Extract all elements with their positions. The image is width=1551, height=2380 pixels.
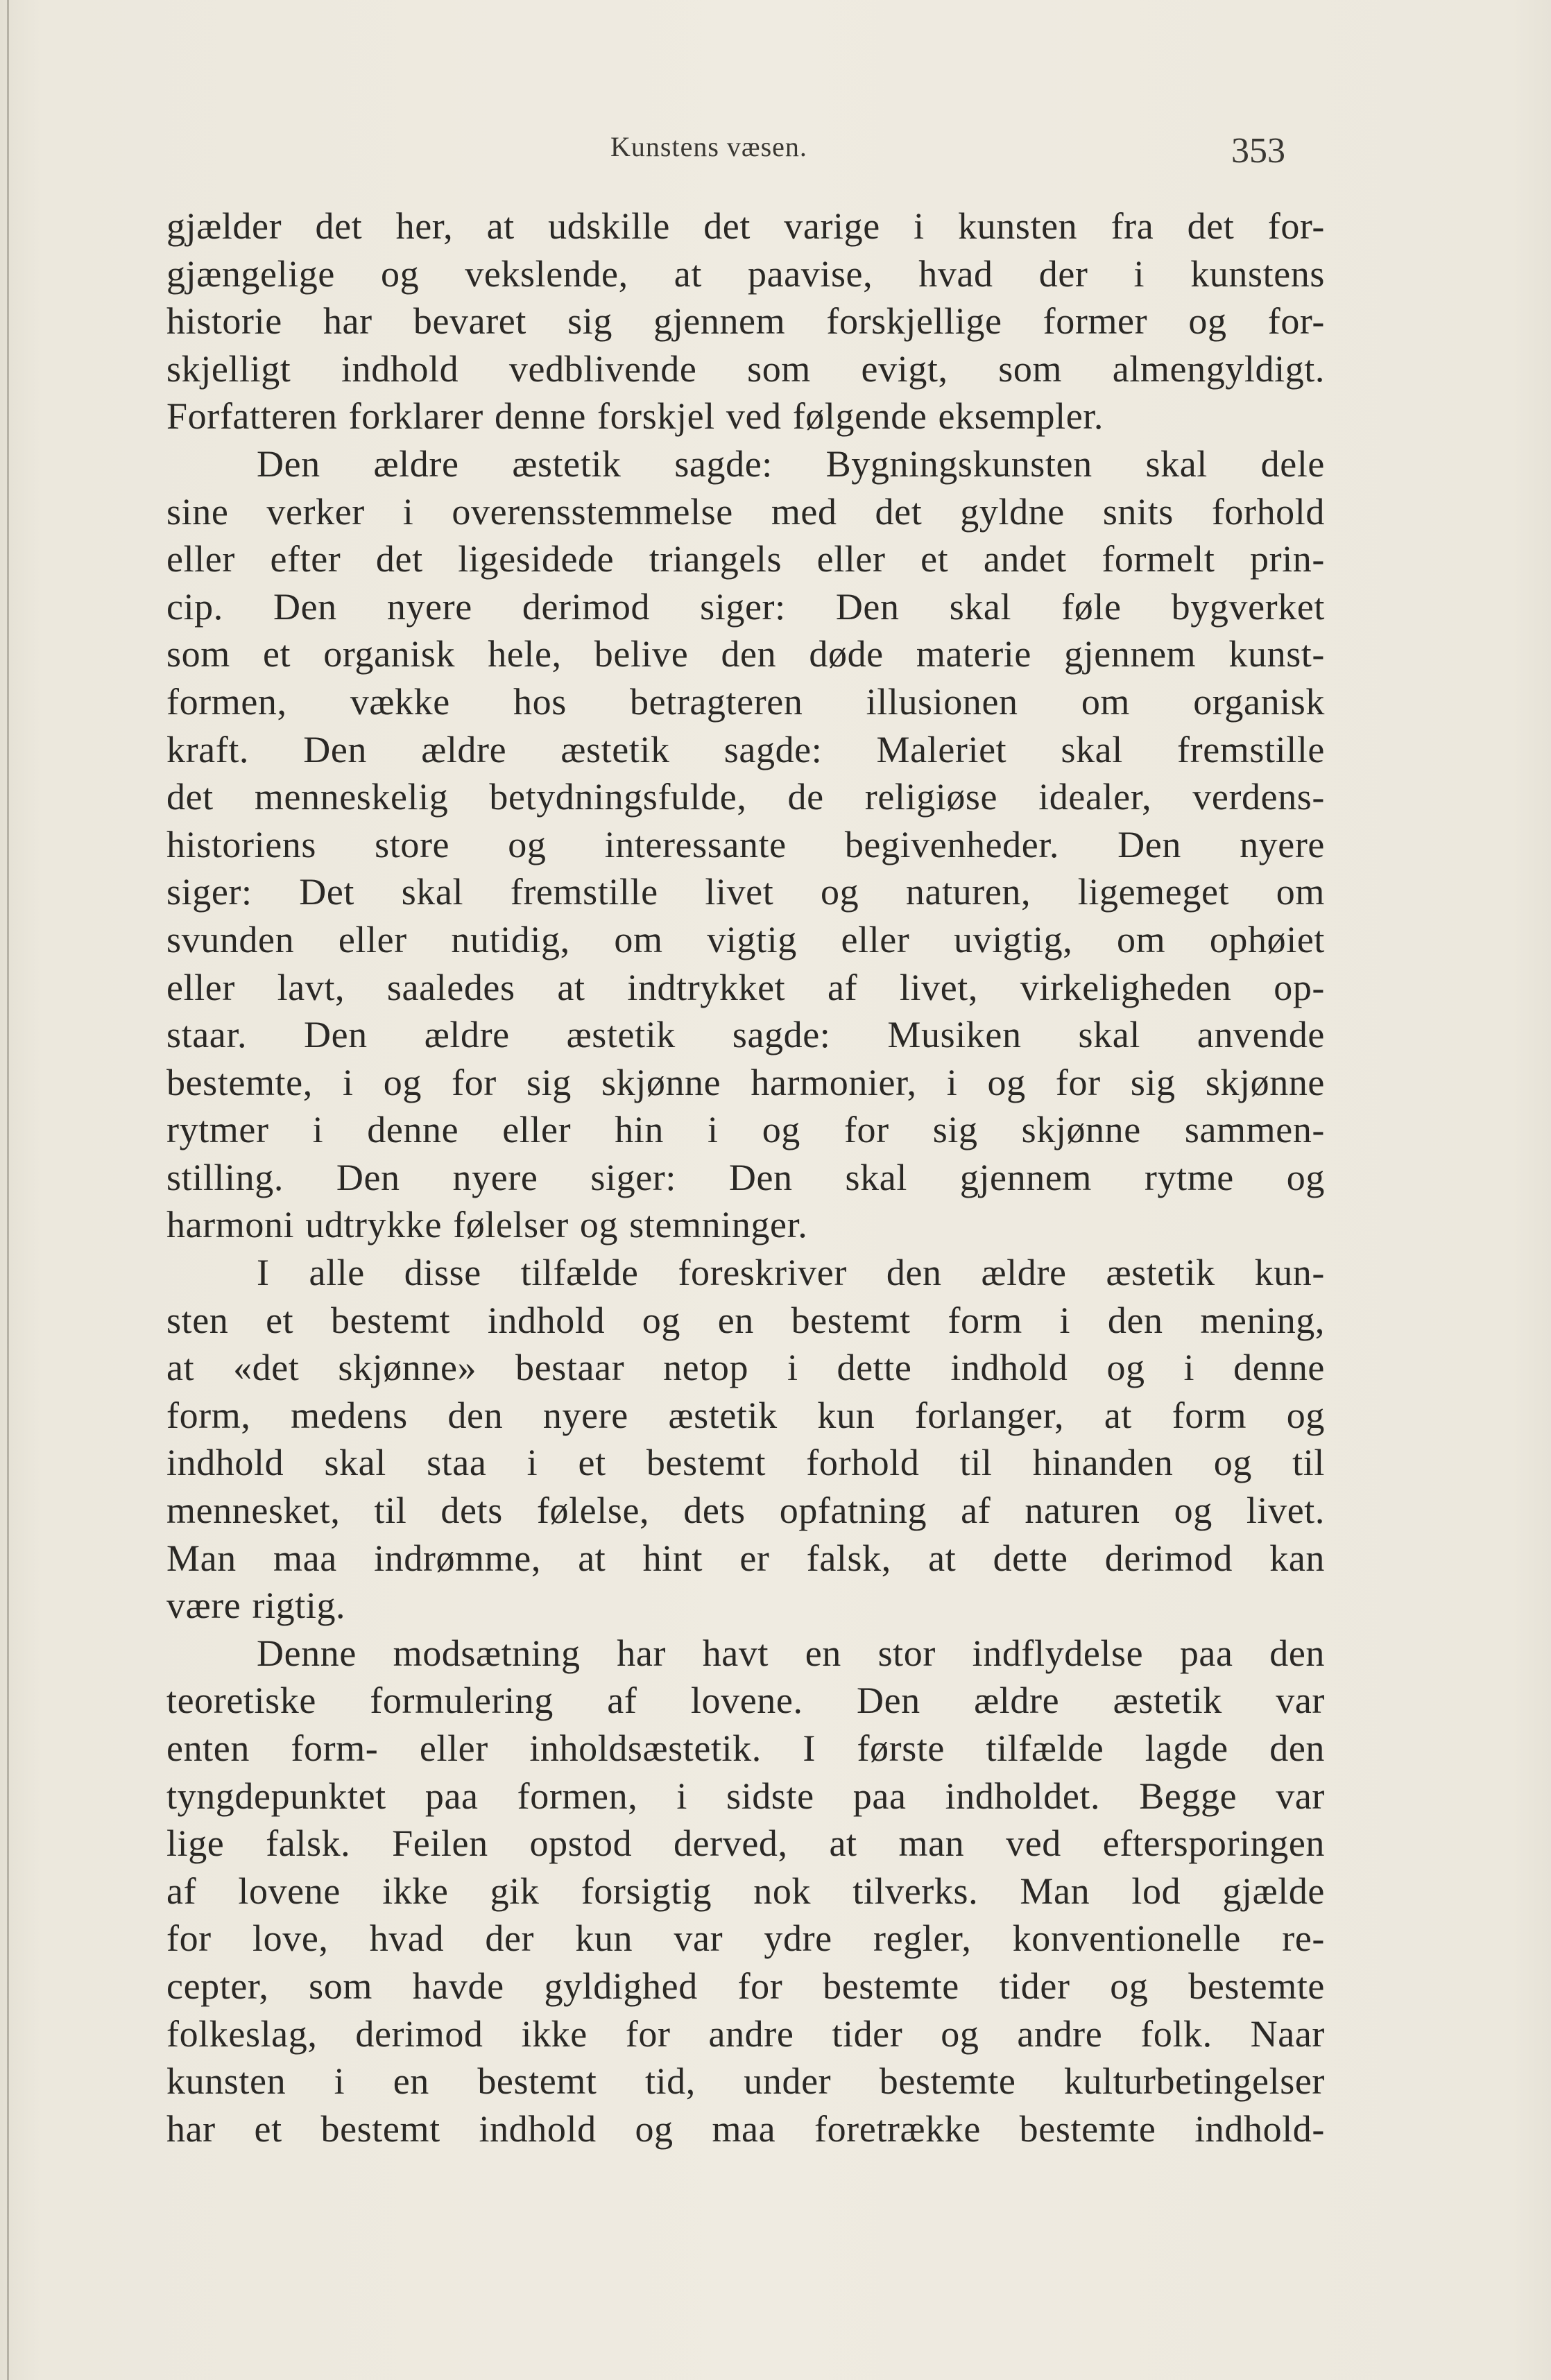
text-line: form, medens den nyere æstetik kun forlanger, at form og [166,1394,1325,1436]
text-line: gjængelige og vekslende, at paavise, hvad der i kunstens [166,252,1325,295]
text-line: sten et bestemt indhold og en bestemt form i den mening, [166,1299,1325,1341]
page-number: 353 [1231,131,1285,171]
text-line: indhold skal staa i et bestemt forhold til hinanden og til [166,1442,1325,1484]
text-line: staar. Den ældre æstetik sagde: Musiken skal anvende [166,1014,1325,1056]
text-line: cepter, som havde gyldighed for bestemte tider og bestemte [166,1965,1325,2007]
text-line: folkeslag, derimod ikke for andre tider og andre folk. Naar [166,2012,1325,2055]
text-line: har et bestemt indhold og maa foretrække bestemte indhold- [166,2107,1325,2150]
text-line: det menneskelig betydningsfulde, de religiøse idealer, verdens- [166,776,1325,818]
text-line: rytmer i denne eller hin i og for sig skjønne sammen- [166,1109,1325,1151]
text-line: lige falsk. Feilen opstod derved, at man ved eftersporingen [166,1822,1325,1865]
running-head: Kunstens væsen. [610,131,807,162]
text-line: eller efter det ligesidede triangels eller et andet formelt prin- [166,538,1325,580]
text-line: enten form- eller inholdsæstetik. I første tilfælde lagde den [166,1727,1325,1769]
text-line: bestemte, i og for sig skjønne harmonier, i og for sig skjønne [166,1061,1325,1103]
text-line: Den ældre æstetik sagde: Bygningskunsten skal dele [257,442,1325,485]
text-line: af lovene ikke gik forsigtig nok tilverks. Man lod gjælde [166,1870,1325,1912]
text-line: historie har bevaret sig gjennem forskjellige former og for- [166,300,1325,343]
text-line: for love, hvad der kun var ydre regler, konventionelle re- [166,1917,1325,1960]
text-line: Man maa indrømme, at hint er falsk, at dette derimod kan [166,1537,1325,1579]
body-text [166,202,1325,2153]
text-line: siger: Det skal fremstille livet og naturen, ligemeget om [166,871,1325,913]
text-line: mennesket, til dets følelse, dets opfatning af naturen og livet. [166,1490,1325,1532]
text-line: sine verker i overensstemmelse med det gyldne snits forhold [166,490,1325,533]
text-line: stilling. Den nyere siger: Den skal gjennem rytme og [166,1156,1325,1198]
text-line: I alle disse tilfælde foreskriver den ældre æstetik kun- [257,1252,1325,1294]
text-line: Forfatteren forklarer denne forskjel ved følgende eksempler. [166,395,1104,438]
text-line: gjælder det her, at udskille det varige i kunsten fra det for- [166,205,1325,247]
text-line: skjelligt indhold vedblivende som evigt, som almengyldigt. [166,347,1325,390]
text-line: kraft. Den ældre æstetik sagde: Maleriet skal fremstille [166,728,1325,770]
text-line: eller lavt, saaledes at indtrykket af livet, virkeligheden op- [166,966,1325,1008]
text-line: være rigtig. [166,1585,346,1627]
text-line: kunsten i en bestemt tid, under bestemte kulturbetingelser [166,2060,1325,2103]
text-line: harmoni udtrykke følelser og stemninger. [166,1204,808,1246]
text-line: historiens store og interessante begivenheder. Den nyere [166,823,1325,865]
text-line: formen, vække hos betragteren illusionen om organisk [166,680,1325,723]
text-line: at «det skjønne» bestaar netop i dette indhold og i denne [166,1347,1325,1389]
text-line: som et organisk hele, belive den døde materie gjennem kunst- [166,633,1325,675]
text-line: cip. Den nyere derimod siger: Den skal føle bygverket [166,585,1325,628]
page-binding-edge [7,0,9,2380]
text-line: tyngdepunktet paa formen, i sidste paa indholdet. Begge var [166,1775,1325,1817]
text-line: teoretiske formulering af lovene. Den ældre æstetik var [166,1680,1325,1722]
text-line: Denne modsætning har havt en stor indflydelse paa den [257,1632,1325,1674]
text-line: svunden eller nutidig, om vigtig eller uvigtig, om ophøiet [166,918,1325,960]
